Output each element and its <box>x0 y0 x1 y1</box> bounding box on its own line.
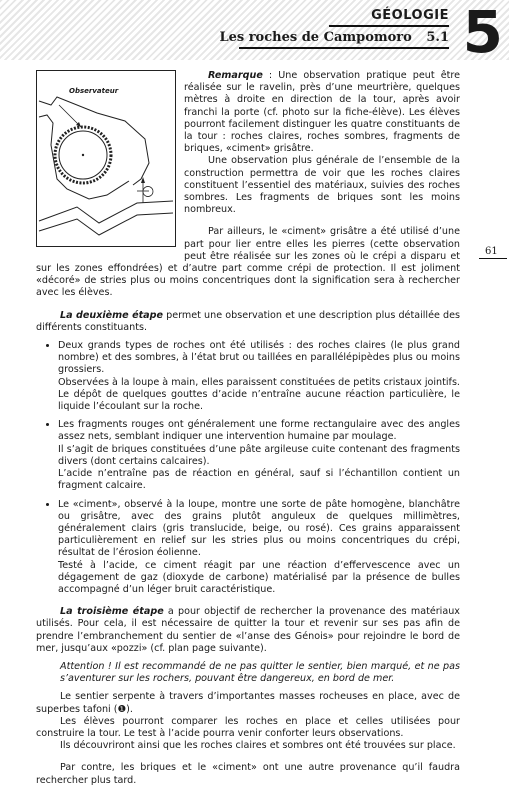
tower-plan-figure <box>36 70 176 247</box>
attention-note: Attention ! Il est recommandé de ne pas quitter le sentier, bien marqué, et ne pas s’aventurer sur les rochers, pouvant être dangereux, en bord de mer. <box>60 660 460 685</box>
step2-bullet-list <box>36 340 460 596</box>
subtitle-rule <box>239 47 449 49</box>
step3-paragraph-4: Par contre, les briques et le «ciment» ont une autre provenance qu’il faudra rechercher plus tard. <box>36 762 460 786</box>
page-header <box>219 8 449 49</box>
bullet-bricks-a: • Les fragments rouges ont généralement une forme rectangulaire avec des angles assez nets, semblant indiquer une intervention humaine par moulage. <box>58 419 460 443</box>
remark-paragraph-2: Une observation plus générale de l’ensemble de la construction permettra de voir que les roches claires constituent l’essentiel des matériaux, suivies des roches sombres. Les fragments de briques sont les moins nombreux. <box>184 155 460 216</box>
step3-paragraph-1: Le sentier serpente à travers d’importantes masses rocheuses en place, avec de superbes tafoni (❶). <box>36 691 460 715</box>
bullet-bricks-c: L’acide n’entraîne pas de réaction en général, sauf si l’échantillon contient un fragment calcaire. <box>58 468 460 492</box>
section-title: GÉOLOGIE <box>371 8 449 23</box>
page-number: 61 <box>485 246 498 257</box>
step2-text: permet une observation et une description plus détaillée des différents constituants. <box>36 309 460 333</box>
tower-plan-drawing <box>37 71 175 246</box>
remark-text: : Une observation pratique peut être réalisée sur le ravelin, près d’une meurtrière, quelques mètres à droite en direction de la tour, après avoir franchi la porte (cf. photo sur la fiche-élève). Les élèves pourront facilement distinguer les quatre constituants de la tour : roches claires, roches sombres, fragments de briques, «ciment» grisâtre. <box>184 70 460 155</box>
step2-label: La deuxième étape <box>60 309 164 321</box>
header-rule <box>329 25 449 27</box>
bullet-rocks-b: Observées à la loupe à main, elles paraissent constituées de petits cristaux jointifs. Le dépôt de quelques gouttes d’acide n’entraîne aucune réaction particulière, le liquide l’écoulant sur la roche. <box>58 376 460 413</box>
step2-intro <box>36 310 460 334</box>
subtitle-number: 5.1 <box>426 30 449 45</box>
step3-label: La troisième étape <box>60 606 164 618</box>
bullet-rocks <box>58 340 460 413</box>
step3-paragraph-3: Ils découvriront ainsi que les roches claires et sombres ont été trouvées sur place. <box>60 740 456 752</box>
step3-paragraph-2: Les élèves pourront comparer les roches en place et celles utilisées pour construire la tour. Le test à l’acide pourra venir conforter leurs observations. <box>36 715 460 739</box>
bullet-rocks-a: • Deux grands types de roches ont été utilisés : des roches claires (le plus grand nombre) et des sombres, à l’état brut ou taillées en parallélépipèdes plus ou moins grossiers. <box>58 340 460 376</box>
chapter-number: 5 <box>462 0 503 66</box>
bullet-bricks <box>58 419 460 492</box>
bullet-bricks-b: Il s’agit de briques constituées d’une pâte argileuse cuite contenant des fragments divers (dont certains calcaires). <box>58 443 460 467</box>
bullet-cement-b: Testé à l’acide, ce ciment réagit par une réaction d’effervescence avec un dégagement de gaz (dioxyde de carbone) matérialisé par la présence de bulles accompagné d’un léger bruit caractéristique. <box>58 559 460 595</box>
bullet-cement-a: • Le «ciment», observé à la loupe, montre une sorte de pâte homogène, blanchâtre ou grisâtre, avec des grains plutôt anguleux de quelques millimètres, généralement clairs (gris translucide, beige, ou rosé). Ces grains apparaissent particulièrement en relief sur les stries plus ou moins concentriques du crépi, résultat de l’érosion éolienne. <box>58 498 460 559</box>
remark-paragraph-3: Par ailleurs, le «ciment» grisâtre a été utilisé d’une part pour lier entre elles les pierres (cette observation peut être réalisée sur les zones où le crépi a disparu et sur les zones effondrées) et d’autre part comme crépi de protection. Il est joliment «décoré» de stries plus ou moins concentriques dont la signification sera à rechercher avec les élèves. <box>36 226 460 299</box>
page-content <box>36 70 460 787</box>
step3-text: a pour objectif de rechercher la provenance des matériaux utilisés. Pour cela, il est nécessaire de quitter la tour et revenir sur ses pas afin de prendre l’embranchement du sentier de «l’anse des Génois» pour rejoindre le bord de mer, jusqu’aux «pozzi» (cf. plan page suivante). <box>36 606 460 654</box>
step3-intro <box>36 606 460 655</box>
observer-label: Observateur <box>69 87 119 95</box>
subtitle-text: Les roches de Campomoro <box>219 30 412 45</box>
page-number-rule <box>479 258 507 259</box>
page-subtitle <box>219 30 449 45</box>
remark-label: Remarque <box>208 70 263 81</box>
bullet-cement <box>58 499 460 597</box>
